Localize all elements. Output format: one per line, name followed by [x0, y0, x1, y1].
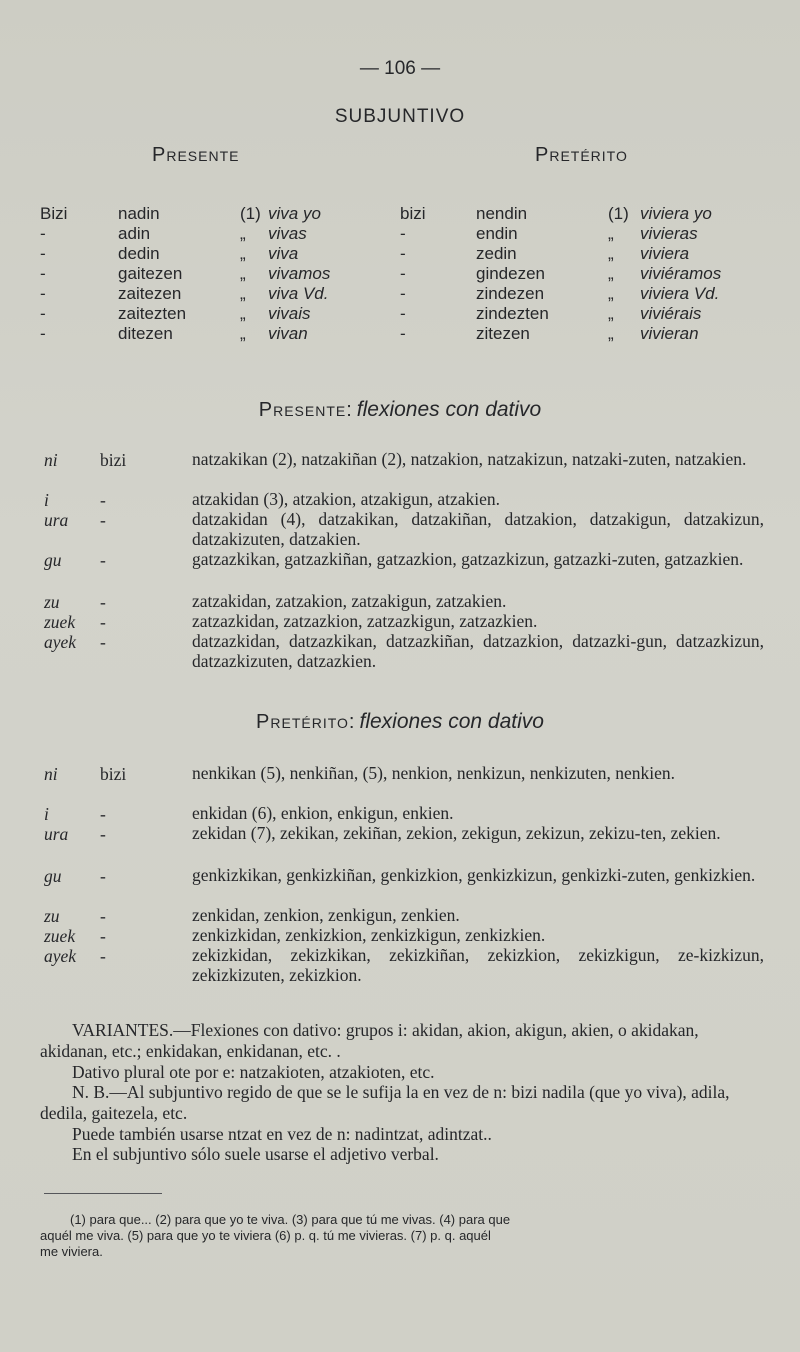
- conj-form: zaitezen: [118, 284, 182, 303]
- conj-row: [0, 224, 800, 244]
- dativo-forms: nenkikan (5), nenkiñan, (5), nenkion, nenkizun, nenkizuten, nenkien.: [192, 763, 676, 783]
- dativo-pronoun: i: [44, 804, 49, 824]
- dativo-mark: -: [100, 510, 106, 530]
- conj-pronoun: -: [40, 264, 46, 283]
- conj-pronoun: -: [40, 244, 46, 263]
- dativo-forms: atzakidan (3), atzakion, atzakigun, atzakien.: [192, 489, 501, 509]
- preterito-dativo-heading: [0, 710, 800, 734]
- conj-pronoun: -: [40, 324, 46, 343]
- dativo-forms: zenkidan, zenkion, zenkigun, zenkien.: [192, 905, 460, 925]
- dativo-mark: -: [100, 866, 106, 886]
- conj-row: [0, 324, 800, 344]
- conj-translation: vivamos: [268, 264, 331, 283]
- conj-translation: vivieran: [640, 324, 699, 343]
- page-number: — 106 —: [359, 58, 441, 79]
- dativo-pronoun: zuek: [44, 612, 76, 632]
- presente-dativo-heading: [0, 398, 800, 422]
- conj-row: [0, 304, 800, 324]
- conj-translation: vivan: [268, 324, 308, 343]
- conj-row: [0, 204, 800, 224]
- dativo-pronoun: zu: [44, 592, 60, 612]
- dativo-pronoun: zuek: [44, 926, 76, 946]
- heading-italic: flexiones con dativo: [356, 398, 542, 421]
- dativo-mark: -: [100, 946, 106, 966]
- conj-translation: vivas: [268, 224, 307, 243]
- conj-translation: viviérais: [640, 304, 702, 323]
- conj-pronoun: -: [40, 304, 46, 323]
- footnote-line: aquél me viva. (5) para que yo te viviera (6) p. q. tú me vivieras. (7) p. q. aquél: [40, 1228, 491, 1243]
- page-title: SUBJUNTIVO: [334, 106, 466, 127]
- dativo-pronoun: ayek: [44, 946, 77, 966]
- conj-form: ditezen: [118, 324, 173, 343]
- conj-pronoun: -: [40, 284, 46, 303]
- conj-note: (1): [608, 204, 629, 223]
- dativo-forms: datzazkidan, datzazkikan, datzazkiñan, datzazkion, datzazki-gun, datzazkizun, datzazkizuten, datzazkien.: [192, 631, 764, 671]
- dativo-pronoun: ni: [44, 450, 58, 470]
- conj-translation: viviera Vd.: [640, 284, 720, 303]
- conj-form: zindezten: [476, 304, 549, 323]
- conj-form: endin: [476, 224, 518, 243]
- dativo-forms: zatzazkidan, zatzazkion, zatzazkigun, zatzazkien.: [192, 611, 538, 631]
- conj-pronoun: -: [40, 224, 46, 243]
- dativo-forms: genkizkikan, genkizkiñan, genkizkion, genkizkizun, genkizki-zuten, genkizkien.: [192, 865, 756, 885]
- dativo-forms: zenkizkidan, zenkizkion, zenkizkigun, zenkizkien.: [192, 925, 546, 945]
- heading-caps: Presente:: [258, 399, 353, 421]
- dativo-mark: bizi: [100, 764, 127, 784]
- dativo-mark: -: [100, 804, 106, 824]
- dativo-mark: -: [100, 926, 106, 946]
- dativo-forms: zatzakidan, zatzakion, zatzakigun, zatzakien.: [192, 591, 507, 611]
- dativo-mark: -: [100, 612, 106, 632]
- conj-note: „: [240, 284, 246, 303]
- conj-translation: viva: [268, 244, 299, 263]
- dativo-pronoun: gu: [44, 550, 62, 570]
- conj-row: [0, 244, 800, 264]
- conj-note: „: [240, 264, 246, 283]
- conj-form: zindezen: [476, 284, 545, 303]
- conj-pronoun: Bizi: [40, 204, 68, 223]
- conj-note: „: [608, 304, 614, 323]
- dativo-forms: gatzazkikan, gatzazkiñan, gatzazkion, gatzazkizun, gatzazki-zuten, gatzazkien.: [192, 549, 744, 569]
- footnote-line: me viviera.: [40, 1244, 103, 1259]
- conj-pronoun: bizi: [400, 204, 426, 223]
- conj-form: gindezen: [476, 264, 546, 283]
- conj-note: „: [240, 324, 246, 343]
- conj-translation: viva yo: [268, 204, 321, 223]
- dativo-mark: -: [100, 906, 106, 926]
- dativo-forms: enkidan (6), enkion, enkigun, enkien.: [192, 803, 454, 823]
- dativo-mark: -: [100, 550, 106, 570]
- conj-translation: viva Vd.: [268, 284, 329, 303]
- preterito-heading: Pretérito: [535, 144, 628, 166]
- footnotes: [40, 1212, 768, 1260]
- conj-note: (1): [240, 204, 261, 223]
- puede-paragraph: Puede también usarse ntzat en vez de n: nadintzat, adintzat..: [72, 1124, 492, 1144]
- conj-form: dedin: [118, 244, 160, 263]
- dativo-forms: datzakidan (4), datzakikan, datzakiñan, datzakion, datzakigun, datzakizun, datzakizuten, datzakien.: [192, 509, 764, 549]
- conj-note: „: [608, 264, 614, 283]
- conj-translation: vivieras: [640, 224, 698, 243]
- conj-form: gaitezen: [118, 264, 183, 283]
- conj-pronoun: -: [400, 264, 406, 283]
- dativo-mark: bizi: [100, 450, 127, 470]
- conj-pronoun: -: [400, 224, 406, 243]
- conj-form: adin: [118, 224, 151, 243]
- conj-row: [0, 264, 800, 284]
- conj-note: „: [240, 244, 246, 263]
- conj-pronoun: -: [400, 304, 406, 323]
- conj-form: nadin: [118, 204, 160, 223]
- presente-heading: Presente: [152, 144, 240, 166]
- conj-translation: viviera: [640, 244, 690, 263]
- dativo-pronoun: gu: [44, 866, 62, 886]
- conj-form: nendin: [476, 204, 528, 223]
- conj-form: zaitezten: [118, 304, 187, 323]
- conj-translation: viviéramos: [640, 264, 722, 283]
- conj-note: „: [240, 224, 246, 243]
- conj-row: [0, 284, 800, 304]
- conj-pronoun: -: [400, 244, 406, 263]
- dativo-pronoun: zu: [44, 906, 60, 926]
- conj-note: „: [240, 304, 246, 323]
- dativo-pronoun: i: [44, 490, 49, 510]
- conj-form: zedin: [476, 244, 517, 263]
- conj-translation: vivais: [268, 304, 311, 323]
- conj-pronoun: -: [400, 284, 406, 303]
- dativo-mark: -: [100, 632, 106, 652]
- heading-italic: flexiones con dativo: [359, 710, 544, 733]
- solo-paragraph: En el subjuntivo sólo suele usarse el adjetivo verbal.: [72, 1144, 439, 1164]
- nb-paragraph: N. B.—Al subjuntivo regido de que se le sufija la en vez de n: bizi nadila (que yo viva), adila, dedila, gaitezela, etc.: [40, 1082, 730, 1123]
- conj-note: „: [608, 324, 614, 343]
- conj-note: „: [608, 244, 614, 263]
- conj-pronoun: -: [400, 324, 406, 343]
- conj-note: „: [608, 224, 614, 243]
- conj-form: zitezen: [476, 324, 530, 343]
- dativo-forms: zekizkidan, zekizkikan, zekizkiñan, zekizkion, zekizkigun, ze-kizkizun, zekizkizuten, zekizkion.: [192, 945, 764, 985]
- heading-caps: Pretérito:: [256, 711, 356, 733]
- dativo-mark: -: [100, 592, 106, 612]
- footnote-rule: [44, 1193, 162, 1194]
- variantes-paragraph: VARIANTES.—Flexiones con dativo: grupos i: akidan, akion, akigun, akien, o akidakan, akidanan, etc.; enkidakan, enkidanan, etc. .: [40, 1020, 699, 1061]
- dativo-pronoun: ura: [44, 824, 69, 844]
- dativo-pronoun: ayek: [44, 632, 77, 652]
- dativo-pronoun: ni: [44, 764, 58, 784]
- conj-translation: viviera yo: [640, 204, 712, 223]
- dativo-pronoun: ura: [44, 510, 69, 530]
- footnote-line: (1) para que... (2) para que yo te viva. (3) para que tú me vivas. (4) para que: [70, 1212, 511, 1227]
- dativo-mark: -: [100, 490, 106, 510]
- dativo-forms: zekidan (7), zekikan, zekiñan, zekion, zekigun, zekizun, zekizu-ten, zekien.: [192, 823, 721, 843]
- conj-note: „: [608, 284, 614, 303]
- dativo-forms: natzakikan (2), natzakiñan (2), natzakion, natzakizun, natzaki-zuten, natzakien.: [192, 449, 747, 469]
- dativo-plural-paragraph: Dativo plural ote por e: natzakioten, atzakioten, etc.: [72, 1062, 435, 1082]
- dativo-mark: -: [100, 824, 106, 844]
